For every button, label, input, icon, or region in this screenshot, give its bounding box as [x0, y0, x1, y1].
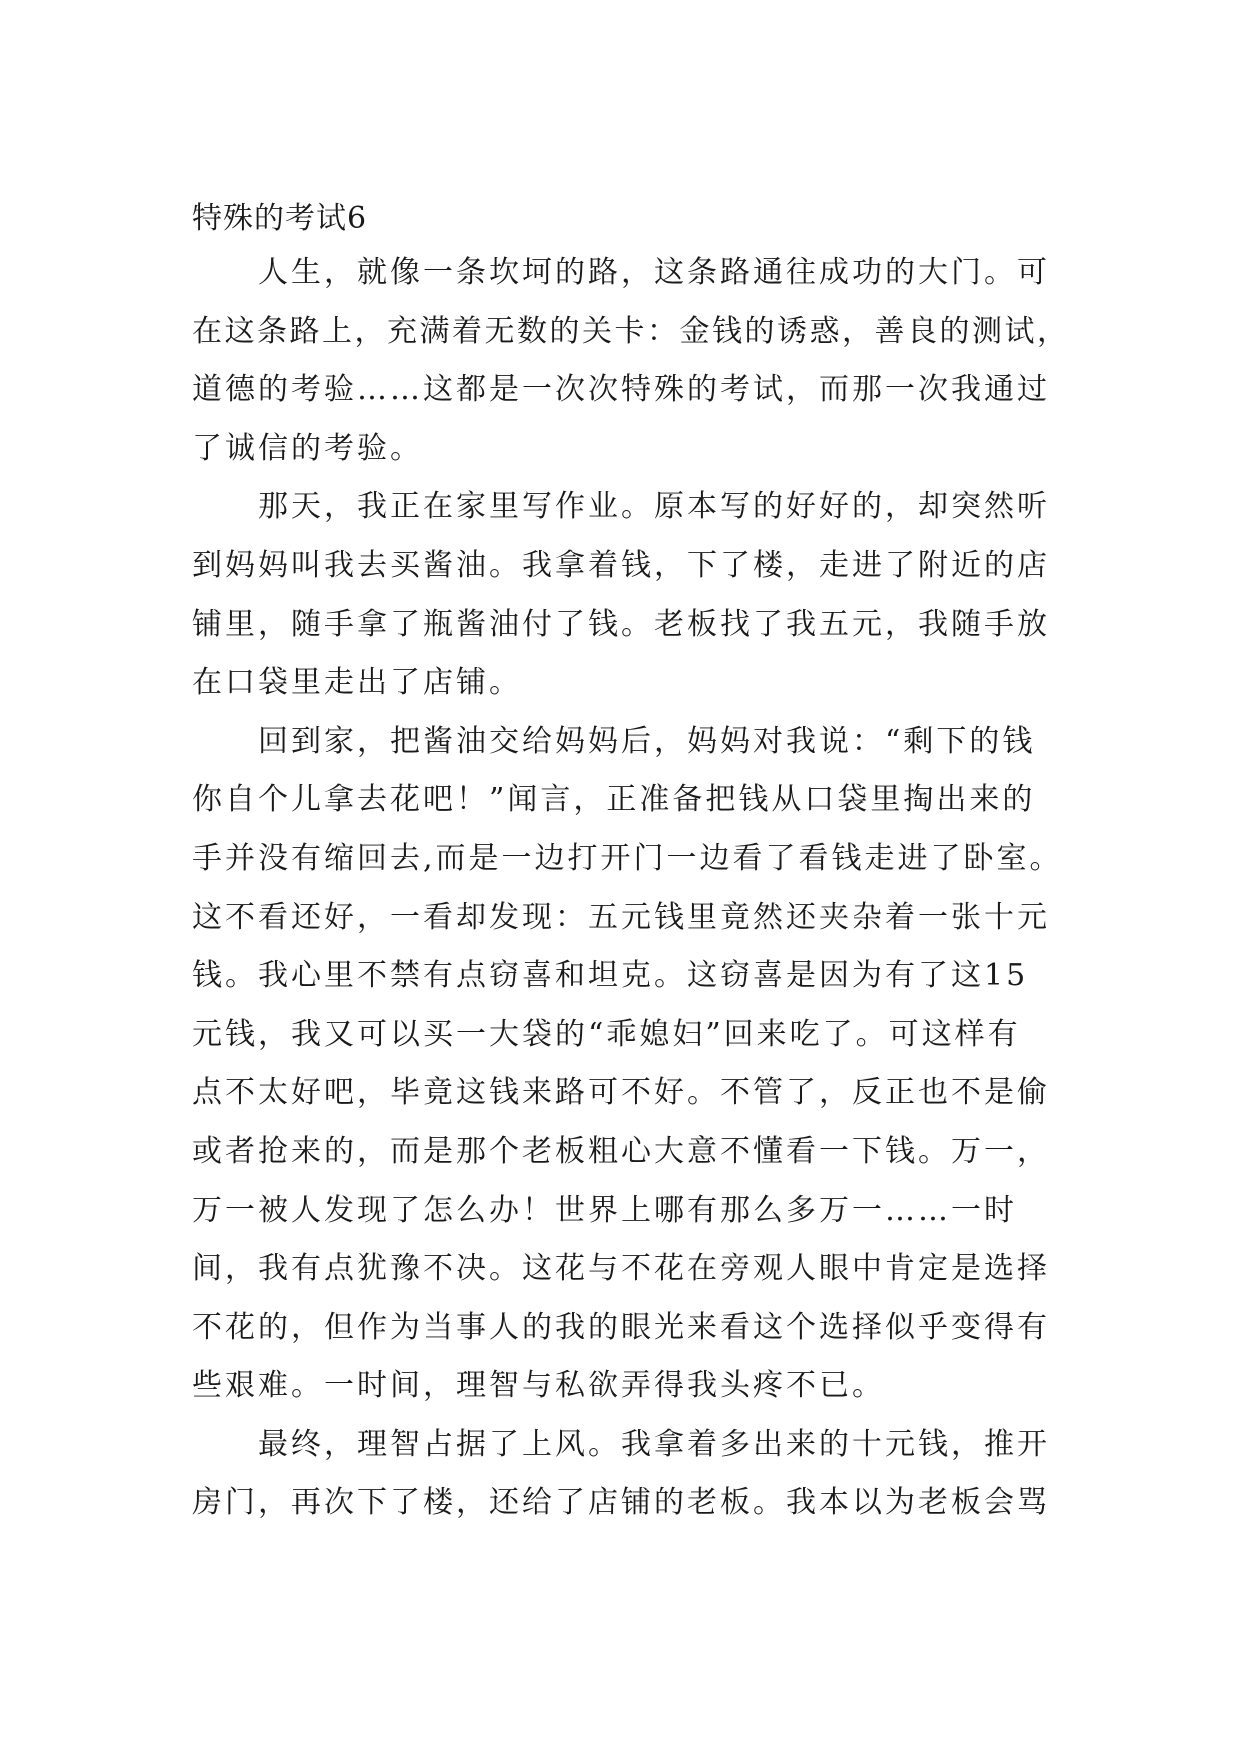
text-line: 最终，理智占据了上风。我拿着多出来的十元钱，推开 [258, 1426, 1050, 1462]
text-line: 不花的，但作为当事人的我的眼光来看这个选择似乎变得有 [192, 1309, 1050, 1345]
text-line: 或者抢来的，而是那个老板粗心大意不懂看一下钱。万一， [192, 1133, 1050, 1169]
text-line: 铺里，随手拿了瓶酱油付了钱。老板找了我五元，我随手放 [192, 606, 1050, 642]
text-line: 万一被人发现了怎么办！世界上哪有那么多万一……一时 [192, 1192, 1017, 1228]
text-line: 道德的考验……这都是一次次特殊的考试，而那一次我通过 [192, 372, 1050, 408]
text-line: 在口袋里走出了店铺。 [192, 665, 522, 701]
text-line: 钱。我心里不禁有点窃喜和坦克。这窃喜是因为有了这15 [192, 958, 1029, 994]
text-line: 房门，再次下了楼，还给了店铺的老板。我本以为老板会骂 [192, 1485, 1050, 1521]
text-line: 了诚信的考验。 [192, 430, 423, 466]
text-line: 那天，我正在家里写作业。原本写的好好的，却突然听 [258, 489, 1050, 525]
text-line: 人生，就像一条坎坷的路，这条路通往成功的大门。可 [258, 255, 1050, 290]
document-body [192, 244, 1072, 1533]
text-line: 回到家，把酱油交给妈妈后，妈妈对我说：“剩下的钱 [258, 723, 1036, 759]
document-title: 特殊的考试6 [192, 201, 368, 236]
text-line: 你自个儿拿去花吧！”闻言，正准备把钱从口袋里掏出来的 [192, 782, 1036, 818]
text-line: 这不看还好，一看却发现：五元钱里竟然还夹杂着一张十元 [192, 899, 1050, 935]
text-line: 到妈妈叫我去买酱油。我拿着钱，下了楼，走进了附近的店 [192, 547, 1050, 583]
text-line: 点不太好吧，毕竟这钱来路可不好。不管了，反正也不是偷 [192, 1075, 1050, 1111]
text-line: 手并没有缩回去,而是一边打开门一边看了看钱走进了卧室。 [192, 840, 1063, 876]
text-line: 些艰难。一时间，理智与私欲弄得我头疼不已。 [192, 1368, 885, 1404]
text-line: 间，我有点犹豫不决。这花与不花在旁观人眼中肯定是选择 [192, 1251, 1050, 1287]
text-line: 元钱，我又可以买一大袋的“乖媳妇”回来吃了。可这样有 [192, 1016, 1021, 1052]
text-line: 在这条路上，充满着无数的关卡：金钱的诱惑，善良的测试， [192, 313, 1070, 349]
